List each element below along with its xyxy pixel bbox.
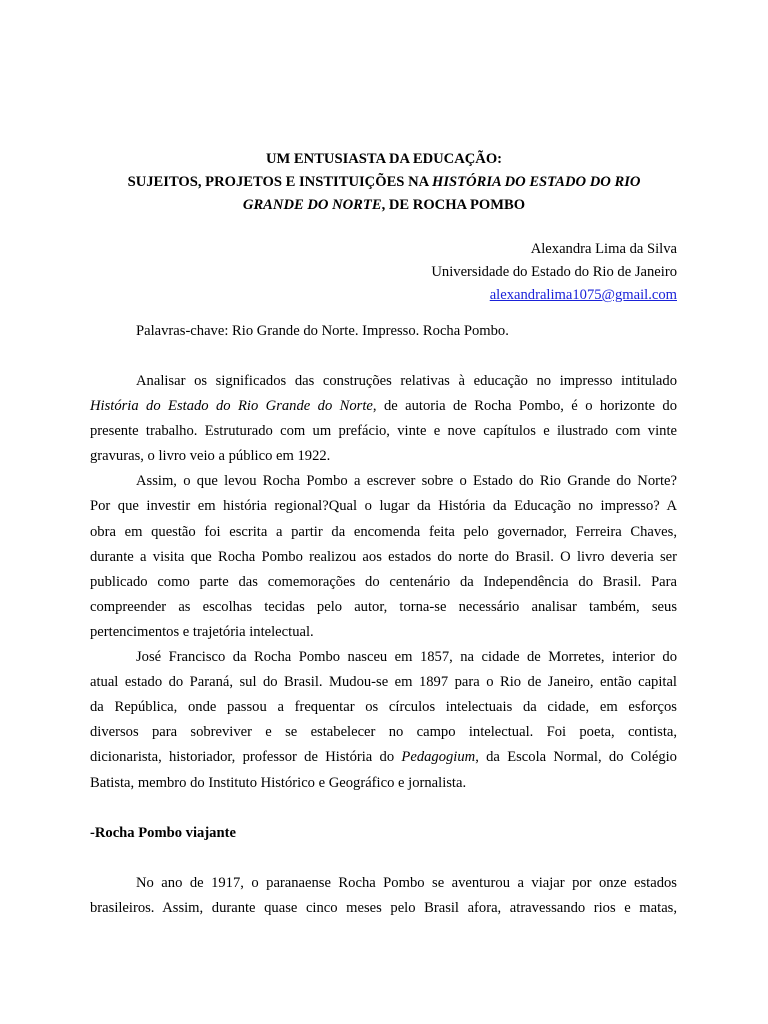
p3-line-1: José Francisco da Rocha Pombo nasceu em 1857, na cidade de Morretes, interior do — [136, 649, 677, 666]
title-line-2-text: SUJEITOS, PROJETOS E INSTITUIÇÕES NA — [127, 174, 432, 190]
spacer — [90, 846, 677, 871]
title-line-1: UM ENTUSIASTA DA EDUCAÇÃO: — [265, 151, 503, 167]
p2-line-6: compreender as escolhas tecidas pelo autor, torna-se necessário analisar também, seus — [90, 598, 677, 615]
author-email-link[interactable]: alexandralima1075@gmail.com — [489, 287, 677, 303]
p2-line-7: pertencimentos e trajetória intelectual. — [90, 623, 314, 640]
p3-line-5 — [90, 745, 677, 770]
p3-line-5-a: dicionarista, historiador, professor de História do — [90, 749, 402, 766]
p3-line-6: Batista, membro do Instituto Histórico e Geográfico e jornalista. — [90, 774, 467, 791]
p1-line-2-text: , de autoria de Rocha Pombo, é o horizonte do — [372, 398, 677, 415]
p3-line-5-b: , da Escola Normal, do Colégio — [475, 749, 677, 766]
body-text — [90, 369, 677, 921]
p2-line-3: obra em questão foi escrita a partir da encomenda feita pelo governador, Ferreira Chaves, — [90, 523, 677, 540]
pedagogium-italic: Pedagogium — [401, 749, 476, 766]
author-affiliation: Universidade do Estado do Rio de Janeiro — [431, 264, 677, 280]
title-line-3-italic: GRANDE DO NORTE — [242, 197, 382, 213]
p2-line-1: Assim, o que levou Rocha Pombo a escrever sobre o Estado do Rio Grande do Norte? — [136, 473, 677, 490]
title-line-3 — [88, 194, 680, 217]
p3-line-4: diversos para sobreviver e se estabelecer no campo intelectual. Foi poeta, contista, — [90, 724, 677, 741]
p1-line-1: Analisar os significados das construções relativas à educação no impresso intitulado — [136, 373, 677, 389]
p1-line-2 — [90, 394, 677, 419]
p4-line-1: No ano de 1917, o paranaense Rocha Pombo se aventurou a viajar por onze estados — [136, 874, 677, 891]
p2-line-4: durante a visita que Rocha Pombo realizou aos estados do norte do Brasil. O livro deveria ser — [90, 548, 677, 565]
p2-line-5: publicado como parte das comemorações do centenário da Independência do Brasil. Para — [90, 573, 677, 590]
title-line-2-italic: HISTÓRIA DO ESTADO DO RIO — [432, 174, 641, 190]
author-block — [177, 238, 677, 307]
p2-line-2: Por que investir em história regional?Qual o lugar da História da Educação no impresso? A — [90, 498, 677, 515]
p3-line-2: atual estado do Paraná, sul do Brasil. Mudou-se em 1897 para o Rio de Janeiro, então capital — [90, 674, 677, 691]
p4-line-2: brasileiros. Assim, durante quase cinco meses pelo Brasil afora, atravessando rios e matas, — [90, 899, 677, 916]
p1-line-3: presente trabalho. Estruturado com um prefácio, vinte e nove capítulos e ilustrado com vinte — [90, 423, 677, 440]
book-title-italic: História do Estado do Rio Grande do Norte — [90, 398, 373, 415]
paper-title — [88, 148, 680, 217]
p3-line-3: da República, onde passou a frequentar os círculos intelectuais da cidade, em esforços — [90, 699, 677, 716]
title-line-3-text: , DE ROCHA POMBO — [381, 197, 526, 213]
keywords: Palavras-chave: Rio Grande do Norte. Impresso. Rocha Pombo. — [136, 323, 509, 339]
title-line-2 — [88, 171, 680, 194]
section-heading: -Rocha Pombo viajante — [90, 824, 236, 841]
spacer — [90, 796, 677, 821]
p1-line-4: gravuras, o livro veio a público em 1922. — [90, 448, 331, 465]
author-name: Alexandra Lima da Silva — [530, 241, 677, 257]
